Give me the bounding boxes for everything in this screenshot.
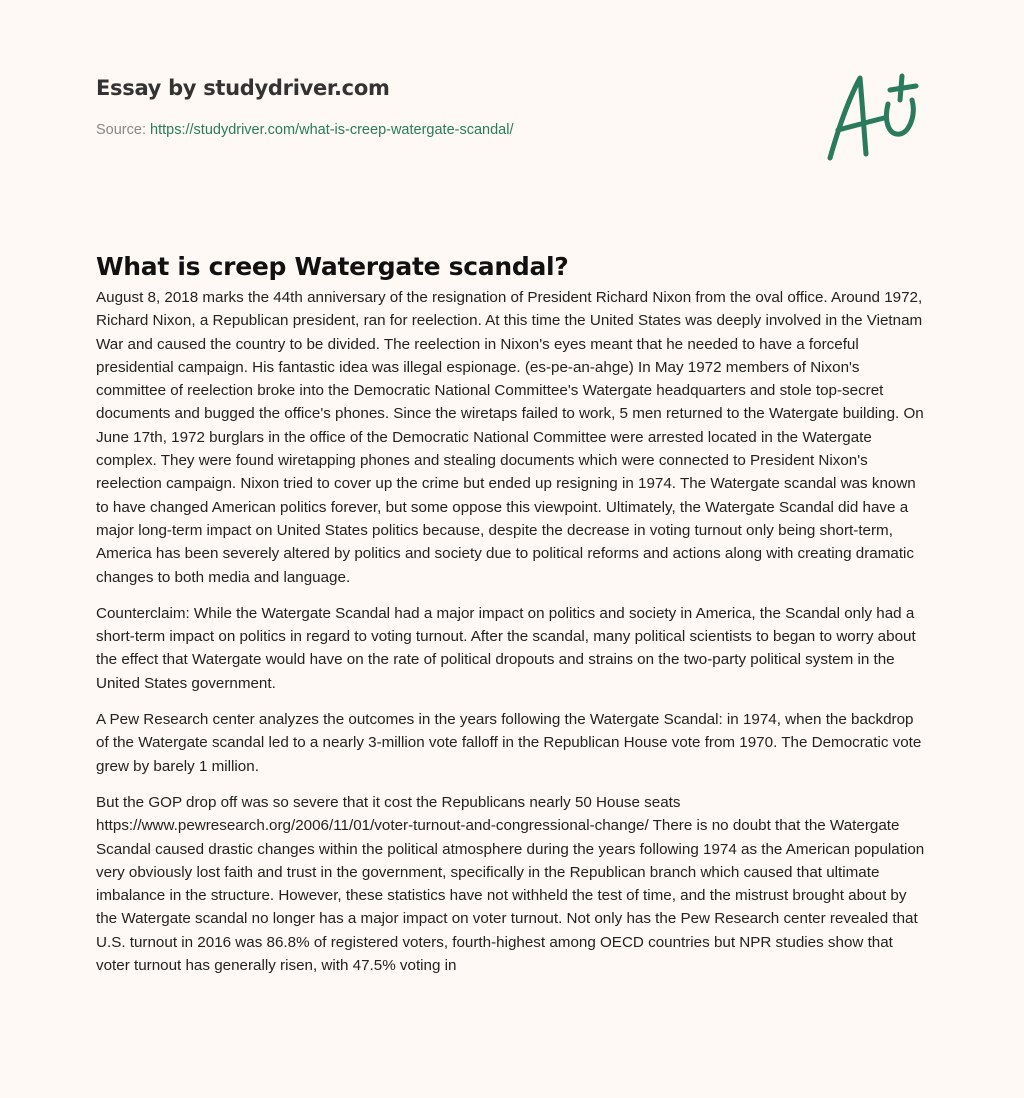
article-body xyxy=(96,286,930,990)
article-title: What is creep Watergate scandal? xyxy=(96,252,569,281)
paragraph: August 8, 2018 marks the 44th anniversary of the resignation of President Richard Nixon from the oval office. Around 1972, Richard Nixon, a Republican president, ran for reelection. At this time the United States was deeply involved in the Vietnam War and caused the country to be divided. The reelection in Nixon's eyes meant that he needed to have a forceful presidential campaign. His fantastic idea was illegal espionage. (es-pe-an-ahge) In May 1972 members of Nixon's committee of reelection broke into the Democratic National Committee's Watergate headquarters and stole top-secret documents and bugged the office's phones. Since the wiretaps failed to work, 5 men returned to the Watergate building. On June 17th, 1972 burglars in the office of the Democratic National Committee were arrested located in the Watergate complex. They were found wiretapping phones and stealing documents which were connected to President Nixon's reelection campaign. Nixon tried to cover up the crime but ended up resigning in 1974. The Watergate scandal was known to have changed American politics forever, but some oppose this viewpoint. Ultimately, the Watergate Scandal did have a major long-term impact on United States politics because, despite the decrease in voting turnout only being short-term, America has been severely altered by politics and society due to political reforms and actions along with creating dramatic changes to both media and language. xyxy=(96,289,924,586)
a-plus-logo-icon xyxy=(818,70,928,166)
site-title: Essay by studydriver.com xyxy=(96,76,390,100)
header xyxy=(96,76,513,138)
source-line xyxy=(96,122,513,138)
paragraph: But the GOP drop off was so severe that it cost the Republicans nearly 50 House seats https://www.pewresearch.org/2006/11/01/voter-turnout-and-congressional-change/ There is no doubt that the Watergate Scandal caused drastic changes within the political atmosphere during the years following 1974 as the American population very obviously lost faith and trust in the government, specifically in the Republican branch which caused that ultimate imbalance in the structure. However, these statistics have not withheld the test of time, and the mistrust brought about by the Watergate scandal no longer has a major impact on voter turnout. Not only has the Pew Research center revealed that U.S. turnout in 2016 was 86.8% of registered voters, fourth-highest among OECD countries but NPR studies show that voter turnout has generally risen, with 47.5% voting in xyxy=(96,793,925,975)
source-label: Source: xyxy=(96,122,146,138)
paragraph: A Pew Research center analyzes the outcomes in the years following the Watergate Scandal: in 1974, when the backdrop of the Watergate scandal led to a nearly 3-million vote falloff in the Republican House vote from 1970. The Democratic vote grew by barely 1 million. xyxy=(96,711,922,775)
paragraph: Counterclaim: While the Watergate Scandal had a major impact on politics and society in America, the Scandal only had a short-term impact on politics in regard to voting turnout. After the scandal, many political scientists to began to worry about the effect that Watergate would have on the rate of political dropouts and strains on the two-party political system in the United States government. xyxy=(96,604,916,692)
source-link[interactable]: https://studydriver.com/what-is-creep-watergate-scandal/ xyxy=(150,122,514,138)
